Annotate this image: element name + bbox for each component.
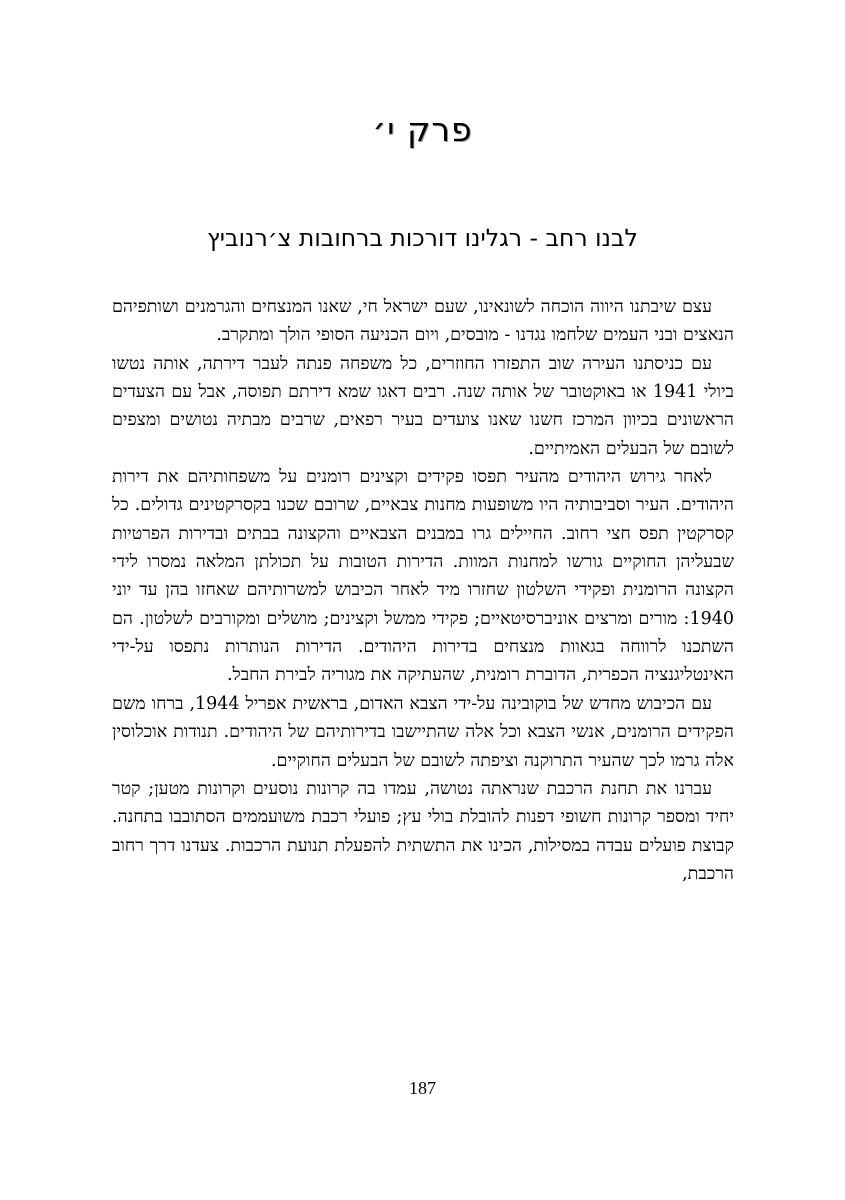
chapter-title: פרק י׳: [372, 110, 473, 149]
paragraph: עם כניסתנו העירה שוב התפזרו החוזרים, כל משפחה פנתה לעבר דירתה, אותה נטשו ביולי 1941 או באוקטובר של אותה שנה. רבים דאגו שמא דירתם תפוסה, אבל עם הצעדים הראשונים בכיוון המרכז חשנו שאנו צועדים בעיר רפאים, שרבים מבתיה נטושים ומצפים לשובם של הבעלים האמיתיים.: [112, 353, 734, 459]
paragraph: לאחר גירוש היהודים מהעיר תפסו פקידים וקצינים רומנים על משפחותיהם את דירות היהודים. העיר וסביבותיה היו משופעות מחנות צבאיים, שרובם שכנו בקסרקטינים גדולים. כל קסרקטין תפס חצי רחוב. החיילים גרו במבנים הצבאיים והקצונה בבתים ובדירות הפרטיות שבעליהן החוקיים גורשו למחנות המוות. הדירות הטובות על תכולתן המלאה נמסרו לידי הקצונה הרומנית ופקידי השלטון שחזרו מיד לאחר הכיבוש למשרותיהם שאחזו בהן עד יוני 1940: מורים ומרצים אוניברסיטאיים; פקידי ממשל וקצינים; מושלים ומקורבים לשלטון. הם השתכנו לרווחה בגאוות מנצחים בדירות היהודים. הדירות הנותרות נתפסו על-ידי האינטליגנציה הכפרית, הדוברת רומנית, שהעתיקה את מגוריה לבירת החבל.: [112, 467, 734, 686]
paragraph: עברנו את תחנת הרכבת שנראתה נטושה, עמדו בה קרונות נוסעים וקרונות מטען; קטר יחיד ומספר קרונות חשופי דפנות להובלת בולי עץ; פועלי רכבת משועממים הסתובבו בתחנה. קבוצת פועלים עבדה במסילות, הכינו את התשתית להפעלת תנועת הרכבות. צעדנו דרך רחוב הרכבת,: [112, 778, 734, 884]
paragraph: עצם שיבתנו היווה הוכחה לשונאינו, שעם ישראל חי, שאנו המנצחים והגרמנים ושותפיהם הנאצים ובני העמים שלחמו נגדנו - מובסים, ויום הכניעה הסופי הולך ומתקרב.: [112, 297, 734, 346]
section-title: לבנו רחב - רגלינו דורכות ברחובות צ׳רנוביץ: [207, 224, 638, 252]
body-text: [112, 293, 734, 888]
page-number: 187: [409, 1078, 436, 1098]
paragraph: עם הכיבוש מחדש של בוקובינה על-ידי הצבא האדום, בראשית אפריל 1944, ברחו משם הפקידים הרומנים, אנשי הצבא וכל אלה שהתיישבו בדירותיהם של היהודים. תנודות אוכלוסין אלה גרמו לכך שהעיר התרוקנה וציפתה לשובם של הבעלים החוקיים.: [112, 693, 734, 771]
